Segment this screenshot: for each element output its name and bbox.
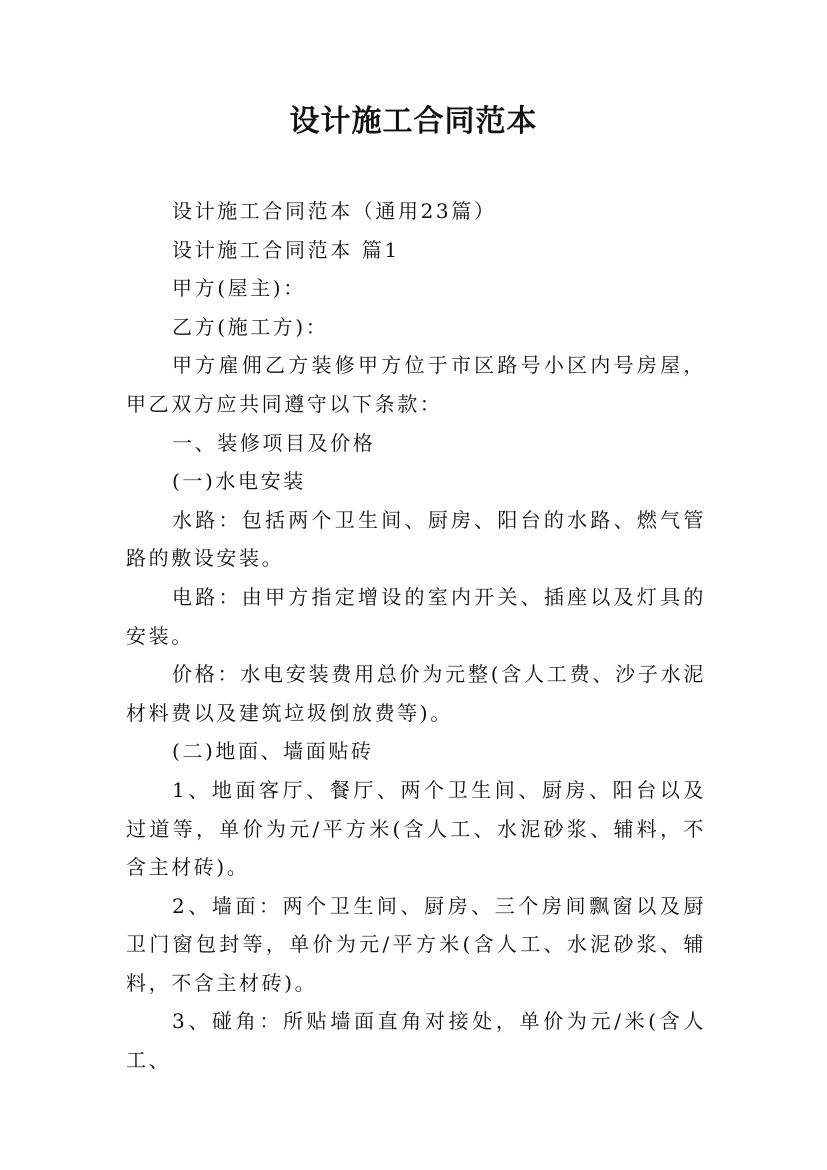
paragraph-wall: 2、墙面：两个卫生间、厨房、三个房间飘窗以及厨卫门窗包封等，单价为元/平方米(含人工、水泥砂浆、辅料，不含主材砖)。: [126, 893, 706, 995]
paragraph-price: 价格：水电安装费用总价为元整(含人工费、沙子水泥材料费以及建筑垃圾倒放费等)。: [126, 662, 706, 725]
paragraph-subtitle: 设计施工合同范本（通用23篇）: [172, 199, 497, 223]
document-title: 设计施工合同范本: [289, 104, 538, 139]
paragraph-clause-heading: 一、装修项目及价格: [172, 430, 376, 455]
paragraph-party-a: 甲方(屋主)：: [172, 276, 306, 301]
paragraph-section-heading: 设计施工合同范本 篇1: [172, 237, 400, 262]
paragraph-water: 水路：包括两个卫生间、厨房、阳台的水路、燃气管路的敷设安装。: [126, 507, 706, 571]
paragraph-subheading-tiling: (二)地面、墙面贴砖: [172, 739, 374, 764]
paragraph-intro: 甲方雇佣乙方装修甲方位于市区路号小区内号房屋，甲乙双方应共同遵守以下条款：: [126, 353, 706, 416]
paragraph-corner: 3、碰角：所贴墙面直角对接处，单价为元/米(含人工、: [126, 1009, 706, 1073]
paragraph-floor: 1、地面客厅、餐厅、两个卫生间、厨房、阳台以及过道等，单价为元/平方米(含人工、水泥砂浆、辅料，不含主材砖)。: [126, 777, 706, 880]
paragraph-party-b: 乙方(施工方)：: [172, 314, 329, 339]
paragraph-subheading-plumbing: (一)水电安装: [172, 469, 306, 494]
paragraph-electric: 电路：由甲方指定增设的室内开关、插座以及灯具的安装。: [126, 584, 706, 648]
document-body: [126, 192, 706, 1080]
